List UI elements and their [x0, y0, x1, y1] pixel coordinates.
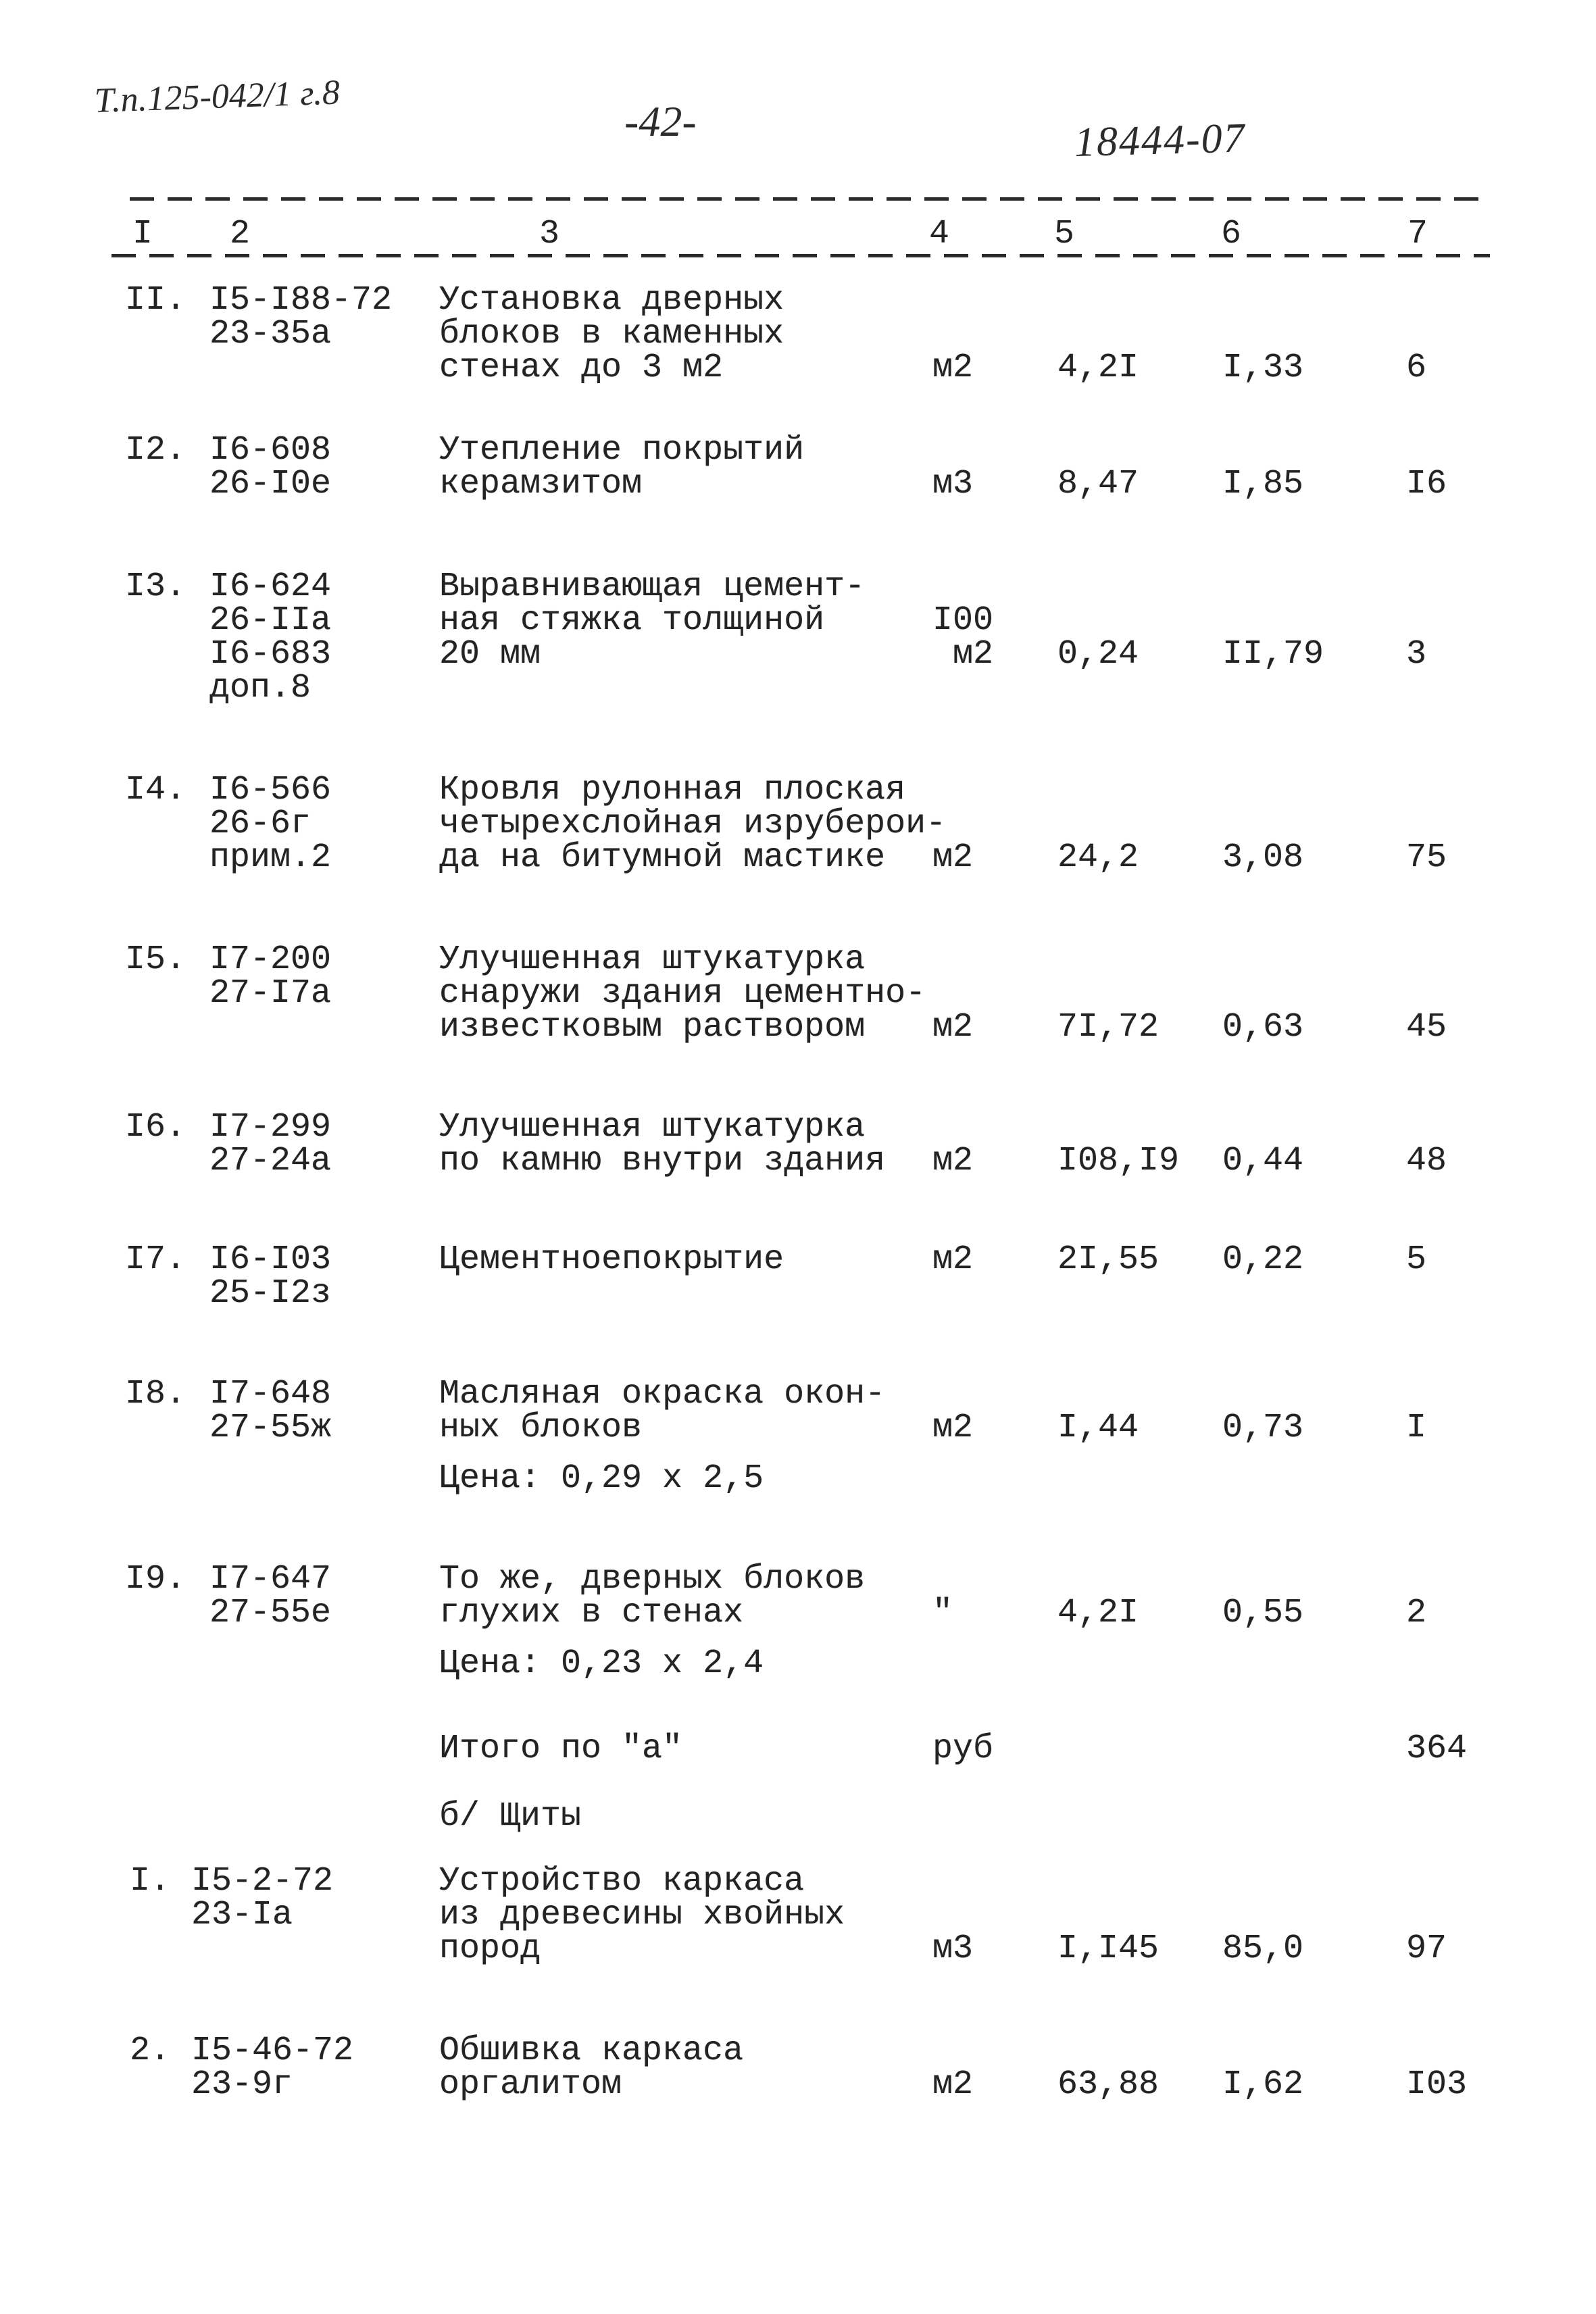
row-unit: м2: [932, 1409, 974, 1447]
price-note: Цена: 0,23 х 2,4: [439, 1644, 764, 1683]
description-line: глухих в стенах: [439, 1594, 744, 1632]
row-unit: м3: [932, 465, 974, 503]
row-number: I9.: [125, 1560, 186, 1599]
row-description: [439, 1108, 886, 1180]
subtotal-total: 364: [1406, 1730, 1468, 1768]
description-line: Масляная окраска окон-: [439, 1375, 886, 1413]
code-line: 26-I0е: [209, 465, 332, 503]
row-quantity: 0,24: [1057, 635, 1139, 674]
row-unit: м2: [932, 1142, 974, 1180]
code-line: I6-566: [209, 771, 332, 809]
row-quantity: 24,2: [1057, 838, 1139, 877]
row-code: [209, 1240, 332, 1313]
code-line: 25-I2з: [209, 1274, 332, 1313]
row-total: 75: [1406, 838, 1447, 877]
project-reference-handwritten: Т.п.125-042/1 г.8: [93, 73, 341, 120]
code-line: I6-608: [209, 431, 332, 470]
header-dashed-rule-top: [130, 197, 1489, 201]
description-line: То же, дверных блоков: [439, 1560, 866, 1599]
header-dashed-rule-bottom: [111, 254, 1490, 257]
row-total: 97: [1406, 1930, 1447, 1968]
row-unit-price: II,79: [1222, 635, 1324, 674]
description-line: Утепление покрытий: [439, 431, 805, 470]
row-unit: м2: [932, 1240, 974, 1279]
code-line: 26-IIа: [209, 601, 332, 640]
row-total: I03: [1406, 2065, 1468, 2104]
row-unit-price: 3,08: [1222, 838, 1304, 877]
code-line: I5-I88-72: [209, 281, 393, 320]
row-description: [439, 570, 865, 672]
code-line: доп.8: [209, 669, 311, 707]
row-unit-price: 0,22: [1222, 1240, 1304, 1279]
column-number-2: 2: [230, 215, 251, 253]
row-code: [209, 771, 332, 877]
description-line: блоков в каменных: [439, 315, 784, 353]
description-line: Цементноепокрытие: [439, 1240, 784, 1279]
code-line: 27-24а: [209, 1142, 332, 1180]
row-description: [439, 1560, 866, 1632]
row-unit: [932, 601, 994, 674]
description-line: снаружи здания цементно-: [439, 974, 926, 1013]
row-description: [439, 940, 926, 1047]
price-note: Цена: 0,29 х 2,5: [439, 1459, 764, 1498]
row-quantity: 4,2I: [1057, 1594, 1139, 1632]
code-line: 23-35а: [209, 315, 332, 353]
row-code: [209, 281, 393, 353]
code-line: I7-200: [209, 940, 332, 979]
subtotal-unit: руб: [932, 1730, 994, 1768]
row-unit: м2: [932, 838, 974, 877]
row-code: [209, 1375, 332, 1447]
description-line: Выравнивающая цемент-: [439, 568, 866, 606]
row-quantity: I,I45: [1057, 1930, 1159, 1968]
row-quantity: I,44: [1057, 1409, 1139, 1447]
code-line: прим.2: [209, 838, 332, 877]
code-line: 26-6г: [209, 805, 311, 843]
row-total: 45: [1406, 1008, 1447, 1047]
row-total: 2: [1406, 1594, 1427, 1632]
description-line: да на битумной мастике: [439, 838, 886, 877]
subtotal-label: Итого по "а": [439, 1730, 683, 1768]
description-line: Установка дверных: [439, 281, 784, 320]
row-description: [439, 1375, 886, 1447]
row-total: 6: [1406, 349, 1427, 387]
row-number: I4.: [125, 771, 186, 809]
row-total: I: [1406, 1409, 1427, 1447]
row-number: I6.: [125, 1108, 186, 1147]
row-unit-price: I,62: [1222, 2065, 1304, 2104]
row-code: [191, 1862, 334, 1934]
row-total: I6: [1406, 465, 1447, 503]
row-unit-price: 0,73: [1222, 1409, 1304, 1447]
description-line: пород: [439, 1930, 541, 1968]
row-unit-price: I,33: [1222, 349, 1304, 387]
description-line: оргалитом: [439, 2065, 622, 2104]
description-line: известковым раствором: [439, 1008, 866, 1047]
column-number-1: I: [132, 215, 153, 253]
section-b-title: б/ Щиты: [439, 1797, 582, 1836]
description-line: четырехслойная изруберои-: [439, 805, 947, 843]
description-line: Улучшенная штукатурка: [439, 940, 866, 979]
code-line: I5-2-72: [191, 1862, 334, 1901]
row-unit-price: I,85: [1222, 465, 1304, 503]
code-line: 27-I7а: [209, 974, 332, 1013]
row-number: 2.: [130, 2032, 171, 2070]
row-total: 48: [1406, 1142, 1447, 1180]
code-line: 27-55ж: [209, 1409, 332, 1447]
row-description: [439, 2034, 743, 2102]
row-quantity: 63,88: [1057, 2065, 1159, 2104]
row-number: I3.: [125, 568, 186, 606]
row-code: [209, 431, 332, 503]
description-line: Улучшенная штукатурка: [439, 1108, 866, 1147]
row-unit: м2: [932, 1008, 974, 1047]
description-line: Устройство каркаса: [439, 1862, 805, 1901]
row-number: I.: [130, 1862, 171, 1901]
row-description: [439, 1862, 845, 1968]
column-number-6: 6: [1221, 215, 1242, 253]
column-number-4: 4: [929, 215, 950, 253]
row-unit-price: 85,0: [1222, 1930, 1304, 1968]
row-code: [191, 2034, 353, 2102]
code-line: I6-I03: [209, 1240, 332, 1279]
unit-line: I00: [932, 601, 994, 640]
code-line: I6-624: [209, 568, 332, 606]
code-line: I7-647: [209, 1560, 332, 1599]
row-unit: м2: [932, 349, 974, 387]
row-unit: ": [932, 1594, 953, 1632]
code-line: I7-299: [209, 1108, 332, 1147]
document-number-handwritten: 18444-07: [1074, 115, 1247, 166]
column-number-3: 3: [539, 215, 560, 253]
row-code: [209, 1560, 332, 1632]
row-number: I2.: [125, 431, 186, 470]
row-number: I8.: [125, 1375, 186, 1413]
row-code: [209, 570, 331, 705]
description-line: Обшивка каркаса: [439, 2032, 744, 2070]
row-code: [209, 940, 332, 1013]
unit-line: м2: [952, 635, 993, 674]
description-line: Кровля рулонная плоская: [439, 771, 906, 809]
row-quantity: 2I,55: [1057, 1240, 1159, 1279]
description-line: по камню внутри здания: [439, 1142, 886, 1180]
row-number: II.: [125, 281, 186, 320]
row-description: [439, 1240, 784, 1279]
row-unit-price: 0,55: [1222, 1594, 1304, 1632]
column-number-5: 5: [1054, 215, 1075, 253]
code-line: 23-9г: [191, 2065, 293, 2104]
row-number: I5.: [125, 940, 186, 979]
description-line: 20 мм: [439, 635, 541, 674]
row-code: [209, 1108, 332, 1180]
code-line: I6-683: [209, 635, 332, 674]
code-line: I5-46-72: [191, 2032, 354, 2070]
row-total: 5: [1406, 1240, 1427, 1279]
description-line: стенах до 3 м2: [439, 349, 724, 387]
column-number-7: 7: [1407, 215, 1428, 253]
code-line: 27-55е: [209, 1594, 332, 1632]
row-description: [439, 431, 805, 503]
row-unit-price: 0,63: [1222, 1008, 1304, 1047]
row-number: I7.: [125, 1240, 186, 1279]
row-total: 3: [1406, 635, 1427, 674]
row-quantity: 7I,72: [1057, 1008, 1159, 1047]
description-line: ных блоков: [439, 1409, 643, 1447]
row-description: [439, 281, 784, 387]
description-line: ная стяжка толщиной: [439, 601, 825, 640]
code-line: 23-Iа: [191, 1896, 293, 1934]
code-line: I7-648: [209, 1375, 332, 1413]
row-quantity: 8,47: [1057, 465, 1139, 503]
page-number: -42-: [624, 97, 697, 145]
description-line: керамзитом: [439, 465, 643, 503]
row-unit: м3: [932, 1930, 974, 1968]
row-unit-price: 0,44: [1222, 1142, 1304, 1180]
row-unit: м2: [932, 2065, 974, 2104]
description-line: из древесины хвойных: [439, 1896, 845, 1934]
row-description: [439, 771, 947, 877]
row-quantity: I08,I9: [1057, 1142, 1180, 1180]
row-quantity: 4,2I: [1057, 349, 1139, 387]
